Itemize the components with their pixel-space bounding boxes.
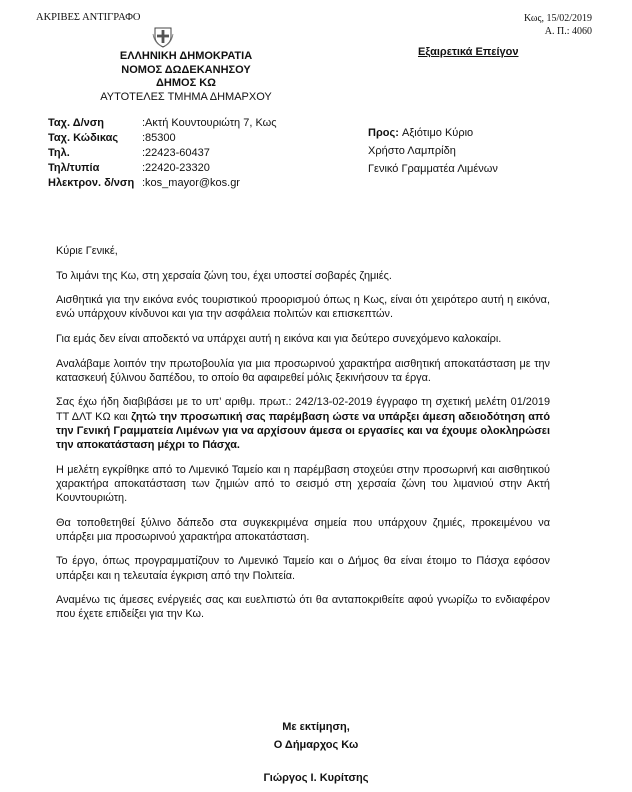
issuing-authority — [76, 50, 296, 104]
urgency-label: Εξαιρετικά Επείγον — [418, 46, 519, 58]
request-bold-text: ζητώ την προσωπική σας παρέμβαση ώστε να υπάρξει άμεση αδειοδότηση από την Γενική Γραμματεία Λιμένων για να αρχίσουν άμεσα οι εργασίες και να έχουμε ολοκληρώσει την αποκατάσταση μέχρι το Πάσχα. — [56, 410, 550, 451]
contact-value: :kos_mayor@kos.gr — [142, 177, 240, 189]
contact-label: Τηλ/τυπία — [48, 162, 100, 174]
recipient-label: Προς: — [368, 127, 399, 139]
contact-label: Ηλεκτρον. δ/νση — [48, 177, 135, 189]
recipient-title: Γενικό Γραμματέα Λιμένων — [368, 163, 498, 175]
contact-row — [48, 176, 277, 191]
place-date: Κως, 15/02/2019 — [524, 13, 592, 24]
authority-line-municipality: ΔΗΜΟΣ ΚΩ — [156, 77, 216, 89]
contact-row — [48, 116, 277, 131]
authority-line-department: ΑΥΤΟΤΕΛΕΣ ΤΜΗΜΑ ΔΗΜΑΡΧΟΥ — [100, 90, 272, 103]
body-paragraph-request — [56, 395, 550, 452]
authority-line-country: ΕΛΛΗΝΙΚΗ ΔΗΜΟΚΡΑΤΙΑ — [119, 50, 253, 62]
body-paragraph: Θα τοποθετηθεί ξύλινο δάπεδο στα συγκεκριμένα σημεία που υπάρχουν ζημιές, προκειμένου να υπάρξει μια προσωρινού χαρακτήρα αποκατάσταση. — [56, 516, 550, 543]
contact-row — [48, 146, 277, 161]
signer-name: Γιώργος Ι. Κυρίτσης — [263, 772, 369, 784]
body-paragraph: Αναλάβαμε λοιπόν την πρωτοβουλία για μια προσωρινού χαρακτήρα αισθητική αποκατάσταση με την κατασκευή ξύλινου δαπέδου, το οποίο θα αφαιρεθεί μόλις ξεκινήσουν τα έργα. — [56, 357, 550, 384]
protocol-number: Α. Π.: 4060 — [544, 26, 592, 37]
request-plain-text: Σας έχω ήδη διαβιβάσει με το υπ’ αριθμ. πρωτ.: 242/13-02-2019 έγγραφο τη σχετική μελέτη 01/2019 ΤΤ ΔΛΤ ΚΩ και — [56, 396, 550, 423]
contact-row — [48, 131, 277, 146]
contact-label: Τηλ. — [48, 147, 70, 159]
contact-label: Ταχ. Δ/νση — [48, 117, 105, 129]
body-paragraph: Το λιμάνι της Κω, στη χερσαία ζώνη του, έχει υποστεί σοβαρές ζημιές. — [56, 269, 392, 282]
body-paragraph: Η μελέτη εγκρίθηκε από το Λιμενικό Ταμείο και η παρέμβαση στοχεύει στην προσωρινή και αισθητικού χαρακτήρα αποκατάσταση των ζημιών από το σεισμό στη χερσαία ζώνη του λιμανιού στην Ακτή Κουντουριώτη. — [56, 463, 550, 504]
date-protocol-block — [524, 12, 592, 38]
contact-label: Ταχ. Κώδικας — [48, 132, 119, 144]
recipient-block — [368, 124, 498, 178]
closing-regards: Με εκτίμηση, — [282, 721, 350, 733]
letter-body — [56, 244, 550, 622]
contact-value: :22423-60437 — [142, 147, 210, 159]
contact-value: :Ακτή Κουντουριώτη 7, Κως — [142, 117, 277, 129]
greek-coat-of-arms-icon — [152, 26, 174, 48]
body-paragraph: Το έργο, όπως προγραμματίζουν το Λιμενικό Ταμείο και ο Δήμος θα είναι έτοιμο το Πάσχα εφόσον υπάρξει και η τελευταία έγκριση από την Πολιτεία. — [56, 555, 550, 582]
body-paragraph: Αναμένω τις άμεσες ενέργειές σας και ευελπιστώ ότι θα ανταποκριθείτε αφού γνωρίζω το ενδιαφέρον που έχετε επιδείξει για την Κω. — [56, 594, 550, 621]
closing-block — [0, 718, 632, 754]
contact-value: :22420-23320 — [142, 162, 210, 174]
contact-value: :85300 — [142, 132, 176, 144]
body-paragraph: Για εμάς δεν είναι αποδεκτό να υπάρχει αυτή η εικόνα και για δεύτερο συνεχόμενο καλοκαίρι. — [56, 332, 502, 345]
salutation: Κύριε Γενικέ, — [56, 245, 118, 257]
closing-title: Ο Δήμαρχος Κω — [273, 739, 359, 751]
recipient-salutation: Αξιότιμο Κύριο — [402, 127, 474, 139]
certified-copy-stamp: ΑΚΡΙΒΕΣ ΑΝΤΙΓΡΑΦΟ — [36, 12, 141, 23]
contact-details — [48, 116, 277, 191]
body-paragraph: Αισθητικά για την εικόνα ενός τουριστικού προορισμού όπως η Κως, είναι ότι χειρότερο αυτή η εικόνα, ενώ υπάρχουν κίνδυνοι και για την ασφάλεια πολιτών και επισκεπτών. — [56, 294, 550, 321]
recipient-name: Χρήστο Λαμπρίδη — [368, 145, 456, 157]
contact-row — [48, 161, 277, 176]
authority-line-prefecture: ΝΟΜΟΣ ΔΩΔΕΚΑΝΗΣΟΥ — [121, 63, 251, 76]
